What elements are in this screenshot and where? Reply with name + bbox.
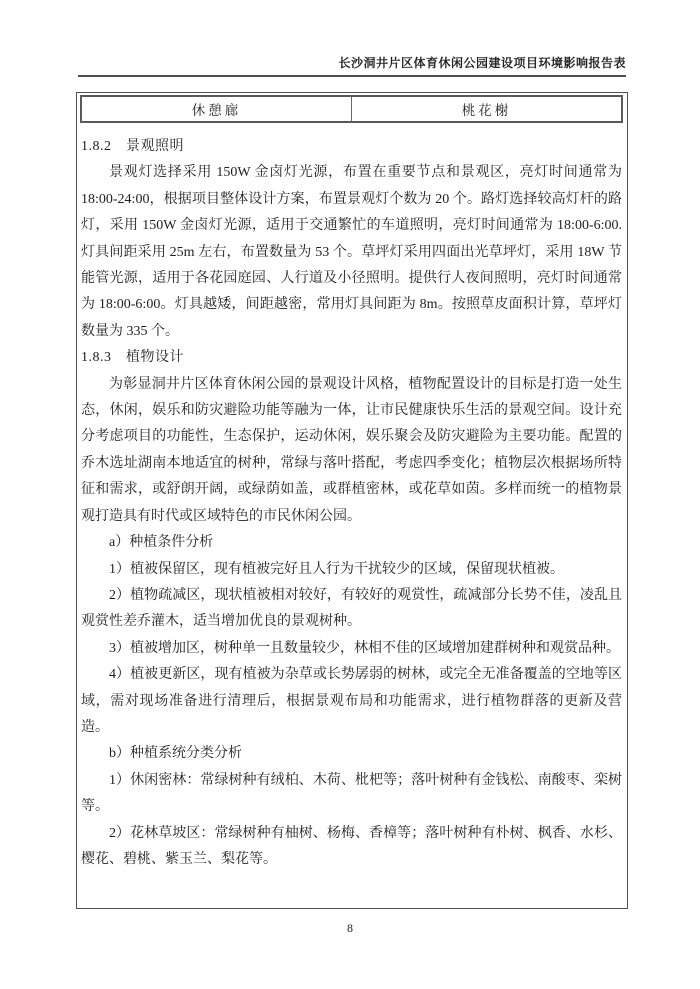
report-form-box: [76, 92, 628, 909]
page-footer: [0, 921, 700, 936]
paragraph-lighting-details: 景观灯选择采用 150W 金卤灯光源，布置在重要节点和景观区，亮灯时间通常为 18:00-24:00，根据项目整体设计方案，布置景观灯个数为 20 个。路灯选择较高灯杆的路灯，采用 150W 金卤灯光源，适用于交通繁忙的车道照明，亮灯时间通常为 18:00-6:00.灯具间距采用 25m 左右，布置数量为 53 个。草坪灯采用四面出光草坪灯，采用 18W 节能管光源，适用于各花园庭园、人行道及小径照明。提供行人夜间照明，亮灯时间通常为 18:00-6:00。灯具越矮，间距越密，常用灯具间距为 8m。按照草皮面积计算，草坪灯数量为 335 个。: [81, 165, 622, 339]
document-content: [77, 123, 627, 873]
page-header: [78, 54, 626, 77]
document-title: 长沙洞井片区体育休闲公园建设项目环境影响报告表: [338, 56, 626, 70]
subheading-planting-system-classification: b）种植系统分类分析: [109, 746, 242, 762]
list-item-flower-forest-grass-slope: 2）花林草坡区：常绿树种有柚树、杨梅、香樟等；落叶树种有朴树、枫香、水杉、樱花、碧桃、紫玉兰、梨花等。: [81, 825, 622, 867]
caption-table: [80, 95, 623, 123]
list-item-vegetation-thinning-zone: 2）植物疏减区，现状植被相对较好，有较好的观赏性，疏减部分长势不佳，凌乱且观赏性差乔灌木，适当增加优良的景观树种。: [81, 587, 622, 630]
list-item-vegetation-renewal-zone: 4）植被更新区，现有植被为杂草或长势孱弱的树林，或完全无准备覆盖的空地等区域，需对现场准备进行清理后，根据景观布局和功能需求，进行植物群落的更新及营造。: [81, 667, 622, 735]
list-item-vegetation-reserve-zone: 1）植被保留区，现有植被完好且人行为干扰较少的区域，保留现状植被。: [109, 561, 564, 577]
paragraph-plant-design-intro: 为彰显洞井片区体育休闲公园的景观设计风格，植物配置设计的目标是打造一处生态，休闲，娱乐和防灾避险功能等融为一体，让市民健康快乐生活的景观空间。设计充分考虑项目的功能性，生态保护，运动休闲，娱乐聚会及防灾避险为主要功能。配置的乔木选址湖南本地适宜的树种，常绿与落叶搭配，考虑四季变化；植物层次根据场所特征和需求，或舒朗开阔，或绿荫如盖，或群植密林，或花草如茵。多样而统一的植物景观打造具有时代或区域特色的市民休闲公园。: [81, 376, 622, 524]
section-heading-landscape-lighting: 1.8.2 景观照明: [81, 139, 184, 154]
subheading-planting-condition-analysis: a）种植条件分析: [109, 535, 214, 551]
list-item-vegetation-addition-zone: 3）植被增加区，树种单一且数量较少，林相不佳的区域增加建群树种和观赏品种。: [109, 640, 620, 656]
page-number: 8: [347, 921, 353, 935]
section-heading-plant-design: 1.8.3 植物设计: [81, 350, 184, 366]
caption-cell-rest-corridor: 休憩廊: [191, 103, 242, 118]
caption-cell-peach-blossom-pavilion: 桃花榭: [351, 97, 621, 121]
list-item-leisure-dense-forest: 1）休闲密林：常绿树种有绒柏、木荷、枇杷等；落叶树种有金钱松、南酸枣、栾树等。: [81, 772, 622, 815]
